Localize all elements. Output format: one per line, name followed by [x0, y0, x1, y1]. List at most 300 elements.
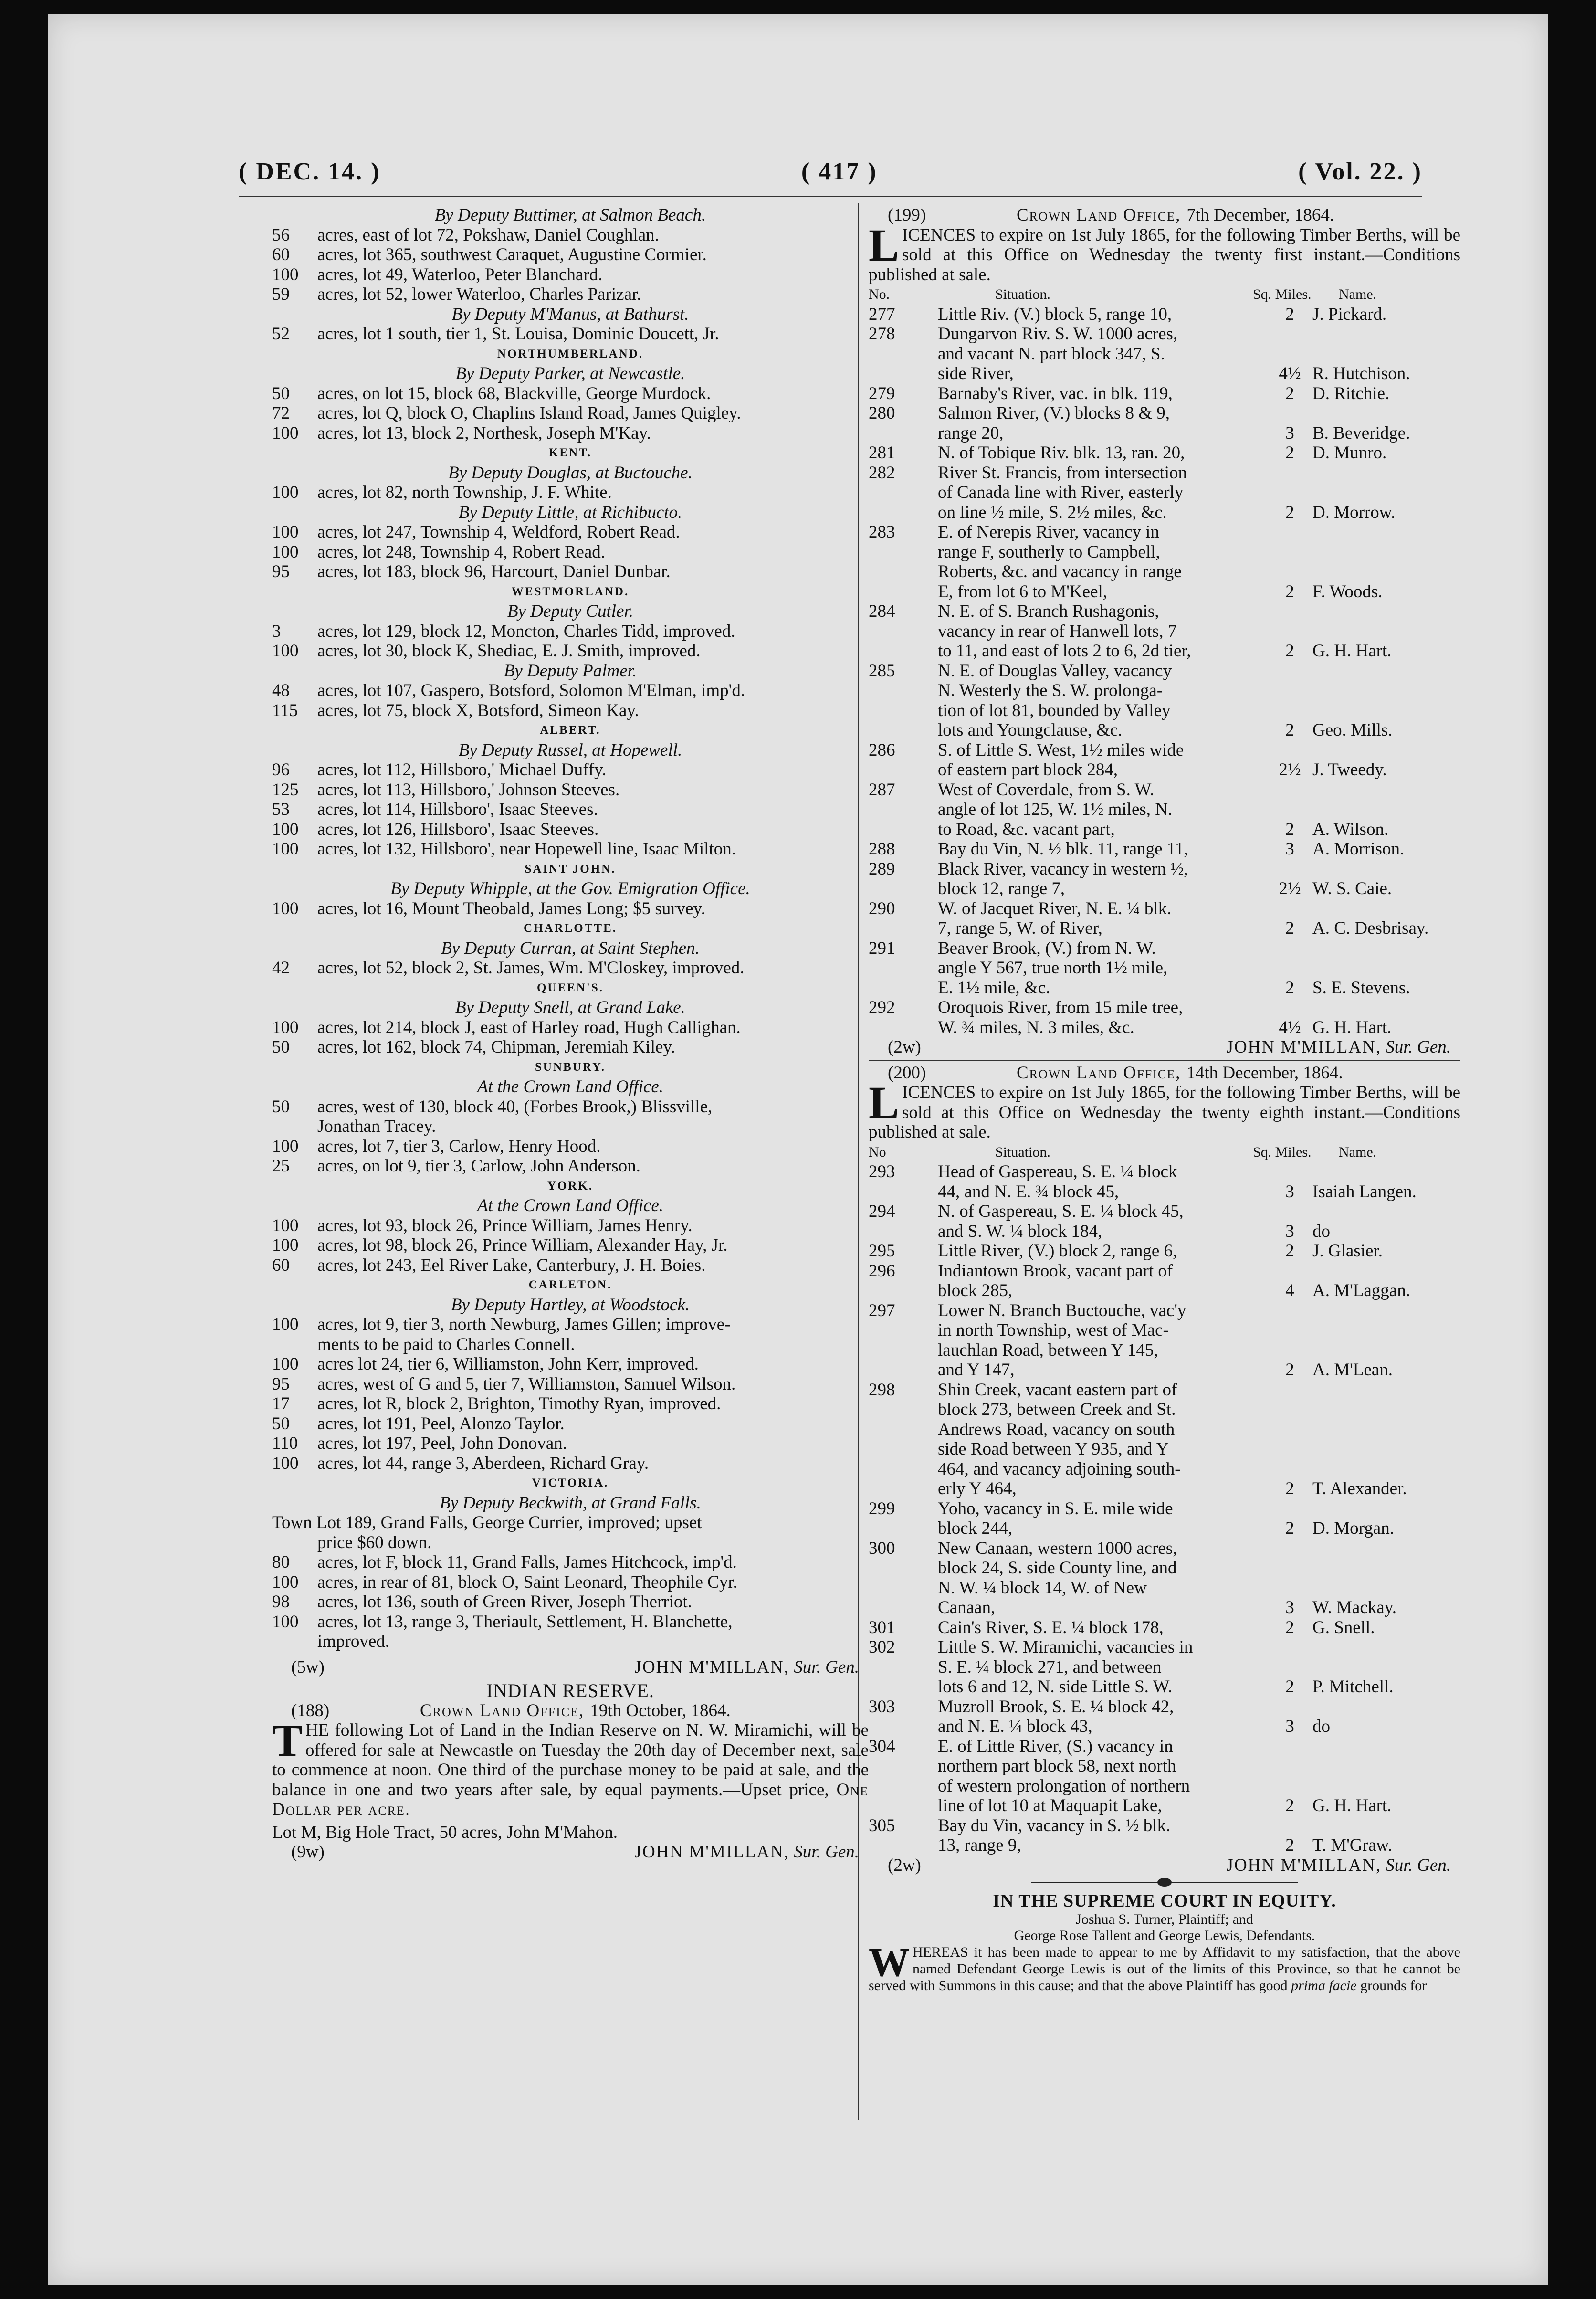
- situation-line: angle Y 567, true north 1½ mile,: [938, 958, 1168, 978]
- left-column: [272, 205, 869, 1862]
- lot-entry: [272, 760, 869, 780]
- county-heading: KENT.: [548, 446, 592, 459]
- lot-description: acres, lot 98, block 26, Prince William, Alexander Hay, Jr.: [317, 1235, 728, 1255]
- berth-situation: [924, 305, 1267, 325]
- notice-text: HE following Lot of Land in the Indian Reserve on N. W. Miramichi, will be offered for sale at Newcastle on Tuesday the 20th day of December next, sale to commence at noon. One third of the purchase money to be paid at sale, and the balance in one and two years after sale, by equal payments.—Upset price,: [272, 1720, 869, 1800]
- berth-number: 290: [869, 898, 895, 918]
- berth-row: [869, 1697, 1460, 1737]
- situation-line: vacancy in rear of Hanwell lots, 7: [938, 621, 1177, 641]
- acreage: 50: [272, 1413, 290, 1434]
- berth-number: 293: [869, 1162, 895, 1181]
- situation-line: lots and Youngclause, &c.: [938, 720, 1123, 740]
- situation-line: side River,: [938, 364, 1014, 383]
- situation-line: erly Y 464,: [938, 1479, 1017, 1498]
- licensee-name: D. Munro.: [1312, 443, 1387, 463]
- berth-row: [869, 899, 1460, 939]
- acreage: 72: [272, 403, 290, 423]
- notice-number: (188): [291, 1700, 330, 1720]
- sq-miles: 2: [1285, 383, 1294, 403]
- acreage: 100: [272, 1017, 299, 1037]
- lot-entry: [272, 1037, 869, 1057]
- licensee-name: A. M'Lean.: [1312, 1360, 1393, 1380]
- licensee-name: F. Woods.: [1312, 581, 1383, 601]
- acreage: 100: [272, 264, 299, 285]
- berth-number: 305: [869, 1815, 895, 1835]
- lot-entry: [272, 1097, 869, 1117]
- berth-number: 294: [869, 1202, 895, 1221]
- sq-miles: 3: [1285, 1598, 1294, 1617]
- sq-miles: 2: [1285, 1519, 1294, 1538]
- deputy-heading: By Deputy Beckwith, at Grand Falls.: [440, 1493, 701, 1513]
- lot-description: acres, lot 197, Peel, John Donovan.: [317, 1434, 567, 1453]
- berth-number: 289: [869, 859, 895, 879]
- court-party: George Rose Tallent and George Lewis, Defendants.: [1014, 1927, 1315, 1943]
- berth-row: [869, 384, 1460, 404]
- sq-miles: 2: [1285, 1835, 1294, 1855]
- acreage: 42: [272, 958, 290, 978]
- acreage: 100: [272, 898, 299, 918]
- berth-row: [869, 1202, 1460, 1241]
- situation-line: block 244,: [938, 1519, 1013, 1538]
- berth-situation: [924, 1697, 1267, 1737]
- lot-entry: [272, 324, 869, 344]
- licensee-name: Isaiah Langen.: [1312, 1181, 1417, 1202]
- berth-row: [869, 1241, 1460, 1261]
- berth-situation: [924, 601, 1267, 661]
- berth-situation: [924, 1618, 1267, 1638]
- situation-line: W. of Jacquet River, N. E. ¼ blk.: [938, 898, 1172, 918]
- lot-list: [272, 622, 869, 661]
- situation-line: of western prolongation of northern: [938, 1776, 1190, 1796]
- situation-line: Indiantown Brook, vacant part of: [938, 1261, 1173, 1281]
- acreage: 100: [272, 641, 299, 661]
- acreage: 52: [272, 324, 290, 344]
- berth-number: 280: [869, 403, 895, 423]
- lot-description-cont: improved.: [317, 1632, 390, 1651]
- berth-situation: [924, 998, 1267, 1037]
- sq-miles: 3: [1285, 1181, 1294, 1202]
- berth-row: [869, 601, 1460, 661]
- acreage: 100: [272, 1235, 299, 1255]
- insertion-ref: (2w): [888, 1855, 921, 1875]
- situation-line: range 20,: [938, 423, 1004, 443]
- licensee-name: G. H. Hart.: [1312, 641, 1392, 661]
- lot-entry: [272, 1434, 869, 1454]
- berth-row: [869, 1162, 1460, 1202]
- berth-number: 277: [869, 304, 895, 324]
- lot-description-cont: ments to be paid to Charles Connell.: [317, 1334, 575, 1354]
- acreage: 100: [272, 542, 299, 562]
- situation-line: Canaan,: [938, 1598, 996, 1617]
- acreage: 96: [272, 760, 290, 780]
- lot-description: acres, lot 136, south of Green River, Joseph Therriot.: [317, 1592, 692, 1612]
- berth-situation: [924, 1737, 1267, 1816]
- licensee-name: Geo. Mills.: [1312, 720, 1393, 740]
- berth-row: [869, 780, 1460, 840]
- situation-line: E. of Nerepis River, vacancy in: [938, 522, 1159, 542]
- page-number: ( 417 ): [801, 158, 878, 185]
- sq-miles: 3: [1285, 423, 1294, 443]
- notice-header: [869, 205, 1460, 225]
- lot-description: acres, lot 214, block J, east of Harley road, Hugh Callighan.: [317, 1017, 741, 1037]
- acreage: 50: [272, 1037, 290, 1057]
- situation-line: 44, and N. E. ¾ block 45,: [938, 1181, 1119, 1202]
- sq-miles: 3: [1285, 1717, 1294, 1736]
- lot-list: [272, 522, 869, 582]
- licensee-name: do: [1312, 1221, 1330, 1241]
- berth-situation: [924, 661, 1267, 740]
- situation-line: line of lot 10 at Maquapit Lake,: [938, 1796, 1162, 1815]
- licensee-name: G. Snell.: [1312, 1617, 1375, 1637]
- lot-description: acres, lot 129, block 12, Moncton, Charles Tidd, improved.: [317, 621, 735, 641]
- notice-text: ICENCES to expire on 1st July 1865, for the following Timber Berths, will be sold at this Office on Wednesday the twenty eighth instant.—Conditions published at sale.: [869, 1083, 1460, 1142]
- insertion-ref: (2w): [888, 1037, 921, 1057]
- situation-line: N. of Gaspereau, S. E. ¼ block 45,: [938, 1202, 1184, 1221]
- licensee-name: D. Morrow.: [1312, 502, 1396, 522]
- col-name: Name.: [1339, 1144, 1377, 1160]
- newspaper-page: [48, 14, 1548, 2285]
- berth-table-header: [869, 1142, 1460, 1162]
- acreage: 100: [272, 839, 299, 859]
- situation-line: S. E. ¼ block 271, and between: [938, 1657, 1162, 1677]
- berth-number: 287: [869, 780, 895, 800]
- lot-list: [272, 958, 869, 978]
- berth-row: [869, 1737, 1460, 1816]
- lot-description: acres, lot 1 south, tier 1, St. Louisa, Dominic Doucett, Jr.: [317, 324, 719, 344]
- lot-entry: [272, 522, 869, 542]
- berth-row: [869, 324, 1460, 384]
- berth-number: 284: [869, 601, 895, 621]
- situation-line: N. W. ¼ block 14, W. of New: [938, 1578, 1147, 1598]
- berth-situation: [924, 780, 1267, 840]
- licensee-name: W. S. Caie.: [1312, 879, 1392, 898]
- berth-number: 288: [869, 839, 895, 859]
- acreage: 100: [272, 1612, 299, 1632]
- drop-cap: W: [869, 1939, 910, 1985]
- berth-number: 286: [869, 740, 895, 760]
- acreage: 110: [272, 1434, 298, 1453]
- sq-miles: 2: [1285, 1617, 1294, 1637]
- berth-situation: [924, 1539, 1267, 1618]
- lot-entry: [272, 1592, 869, 1612]
- berth-situation: [924, 522, 1267, 601]
- county-heading: QUEEN'S.: [536, 981, 604, 994]
- acreage: 17: [272, 1394, 290, 1413]
- berth-number: 300: [869, 1538, 895, 1558]
- situation-line: E, from lot 6 to M'Keel,: [938, 581, 1108, 601]
- licensee-name: T. M'Graw.: [1312, 1835, 1392, 1855]
- situation-line: to Road, &c. vacant part,: [938, 819, 1115, 839]
- situation-line: N. Westerly the S. W. prolonga-: [938, 681, 1163, 700]
- situation-line: N. of Tobique Riv. blk. 13, ran. 20,: [938, 443, 1185, 463]
- acreage: 100: [272, 1215, 299, 1235]
- situation-line: Little River, (V.) block 2, range 6,: [938, 1241, 1177, 1261]
- lot-list: [272, 483, 869, 503]
- sq-miles: 2: [1285, 443, 1294, 463]
- notice-number: (199): [888, 205, 926, 225]
- sq-miles: 2: [1285, 918, 1294, 938]
- berth-number: 278: [869, 324, 895, 344]
- situation-line: N. E. of S. Branch Rushagonis,: [938, 601, 1159, 621]
- lot-entry: [272, 562, 869, 582]
- acreage: 80: [272, 1552, 290, 1572]
- acreage: 100: [272, 1354, 299, 1374]
- berth-number: 291: [869, 938, 895, 958]
- licensee-name: do: [1312, 1717, 1330, 1736]
- office-name: Crown Land Office,: [1017, 1063, 1181, 1083]
- licensee-name: A. M'Laggan.: [1312, 1281, 1410, 1300]
- lot-description: acres, lot R, block 2, Brighton, Timothy Ryan, improved.: [317, 1394, 721, 1413]
- sq-miles: 2: [1285, 720, 1294, 740]
- lot-description: acres lot 24, tier 6, Williamston, John Kerr, improved.: [317, 1354, 699, 1374]
- court-notice-text-end: grounds for: [1360, 1977, 1427, 1993]
- sq-miles: 4½: [1279, 364, 1301, 383]
- lot-entry: [272, 403, 869, 423]
- licensee-name: S. E. Stevens.: [1312, 978, 1410, 998]
- signer-name: JOHN M'MILLAN,: [1226, 1855, 1382, 1875]
- deputy-heading: At the Crown Land Office.: [477, 1196, 664, 1215]
- signer-title: Sur. Gen.: [1386, 1037, 1451, 1057]
- berth-situation: [924, 1499, 1267, 1539]
- licensee-name: A. Wilson.: [1312, 819, 1389, 839]
- sq-miles: 2: [1285, 581, 1294, 601]
- situation-line: block 12, range 7,: [938, 879, 1065, 898]
- county-heading: SUNBURY.: [535, 1060, 606, 1074]
- sq-miles: 3: [1285, 839, 1294, 859]
- licensee-name: G. H. Hart.: [1312, 1796, 1392, 1815]
- berth-number: 292: [869, 998, 895, 1017]
- deputy-heading: By Deputy Palmer.: [504, 661, 637, 681]
- deputy-heading: By Deputy M'Manus, at Bathurst.: [452, 304, 689, 324]
- lot-entry: [272, 1018, 869, 1038]
- lot-entry: [272, 780, 869, 800]
- berth-situation: [924, 740, 1267, 780]
- col-no: No.: [869, 286, 890, 302]
- sq-miles: 2: [1285, 502, 1294, 522]
- court-notice-italic: prima facie: [1291, 1977, 1357, 1993]
- lot-description: acres, lot 16, Mount Theobald, James Long; $5 survey.: [317, 898, 705, 918]
- notice-date: 19th October, 1864.: [590, 1700, 731, 1720]
- situation-line: E. of Little River, (S.) vacancy in: [938, 1736, 1173, 1756]
- berth-row: [869, 522, 1460, 601]
- col-situation: Situation.: [995, 286, 1050, 302]
- licensee-name: J. Glasier.: [1312, 1241, 1383, 1261]
- lot-description: acres, west of 130, block 40, (Forbes Brook,) Blissville,: [317, 1097, 713, 1117]
- lot-description: acres, lot 93, block 26, Prince William, James Henry.: [317, 1215, 693, 1235]
- lot-entry: [272, 1572, 869, 1592]
- berth-number: 298: [869, 1380, 895, 1400]
- county-heading: NORTHUMBERLAND.: [497, 347, 643, 360]
- situation-line: Lower N. Branch Buctouche, vac'y: [938, 1300, 1186, 1320]
- volume-number: ( Vol. 22. ): [1298, 158, 1422, 185]
- lot-entry: [272, 1354, 869, 1374]
- situation-line: Dungarvon Riv. S. W. 1000 acres,: [938, 324, 1178, 344]
- lot-list: [272, 760, 869, 859]
- acreage: 100: [272, 819, 299, 839]
- lot-entry: [272, 1235, 869, 1255]
- acreage: 50: [272, 383, 290, 403]
- lot-description: acres, lot 107, Gaspero, Botsford, Solomon M'Elman, imp'd.: [317, 681, 746, 700]
- berth-situation: [924, 1202, 1267, 1241]
- col-sq-miles: Sq. Miles.: [1253, 1144, 1312, 1160]
- sq-miles: 2: [1285, 641, 1294, 661]
- situation-line: Black River, vacancy in western ½,: [938, 859, 1188, 879]
- berth-situation: [924, 1162, 1267, 1202]
- lot-description: acres, lot 75, block X, Botsford, Simeon Kay.: [317, 700, 639, 720]
- situation-line: tion of lot 81, bounded by Valley: [938, 700, 1171, 720]
- insertion-ref: (5w): [291, 1657, 325, 1677]
- sq-miles: 4: [1285, 1281, 1294, 1300]
- sq-miles: 2½: [1279, 760, 1301, 780]
- acreage: 95: [272, 562, 290, 581]
- berth-number: 299: [869, 1498, 895, 1519]
- notice-rule: [869, 1060, 1460, 1061]
- col-situation: Situation.: [995, 1144, 1050, 1160]
- deputy-heading: By Deputy Curran, at Saint Stephen.: [441, 938, 700, 958]
- signer-title: Sur. Gen.: [1386, 1855, 1451, 1875]
- situation-line: Cain's River, S. E. ¼ block 178,: [938, 1617, 1164, 1637]
- situation-line: 13, range 9,: [938, 1835, 1021, 1855]
- lot-entry: [272, 542, 869, 562]
- situation-line: and N. E. ¼ block 43,: [938, 1717, 1092, 1736]
- lot-description: acres, on lot 15, block 68, Blackville, George Murdock.: [317, 383, 711, 403]
- lot-description: acres, lot 52, lower Waterloo, Charles Parizar.: [317, 285, 641, 304]
- insertion-ref: (9w): [291, 1842, 325, 1862]
- issue-date: ( DEC. 14. ): [239, 158, 381, 185]
- lot-list: [272, 1315, 869, 1473]
- situation-line: and Y 147,: [938, 1360, 1015, 1380]
- berth-number: 285: [869, 661, 895, 681]
- signer-name: JOHN M'MILLAN,: [634, 1657, 790, 1677]
- lot-description: acres, lot 44, range 3, Aberdeen, Richard Gray.: [317, 1453, 649, 1473]
- notice-text: ICENCES to expire on 1st July 1865, for the following Timber Berths, will be sold at this Office on Wednesday the twenty first instant.—Conditions published at sale.: [869, 225, 1460, 285]
- notice-date: 14th December, 1864.: [1186, 1063, 1343, 1083]
- berth-number: 304: [869, 1736, 895, 1756]
- berth-number: 279: [869, 383, 895, 403]
- lot-entry: [272, 245, 869, 265]
- lot-entry: [272, 265, 869, 285]
- lot-description: acres, lot 132, Hillsboro', near Hopewell line, Isaac Milton.: [317, 839, 736, 859]
- berth-table: [869, 1162, 1460, 1856]
- county-heading: CHARLOTTE.: [523, 922, 617, 935]
- situation-line: Beaver Brook, (V.) from N. W.: [938, 938, 1156, 958]
- acreage: 60: [272, 245, 290, 264]
- town-lot-entry-cont: price $60 down.: [317, 1532, 432, 1552]
- situation-line: W. ¾ miles, N. 3 miles, &c.: [938, 1017, 1134, 1037]
- lot-list: [272, 1216, 869, 1276]
- situation-line: 7, range 5, W. of River,: [938, 918, 1102, 938]
- berth-row: [869, 1618, 1460, 1638]
- notice-date: 7th December, 1864.: [1186, 205, 1334, 225]
- acreage: 59: [272, 285, 290, 304]
- deputy-heading: At the Crown Land Office.: [477, 1077, 664, 1097]
- acreage: 98: [272, 1592, 290, 1612]
- lot-description: acres, lot 248, Township 4, Robert Read.: [317, 542, 606, 562]
- lot-entry: [272, 1414, 869, 1434]
- berth-row: [869, 305, 1460, 325]
- signer-name: JOHN M'MILLAN,: [634, 1842, 790, 1862]
- berth-table-header: [869, 285, 1460, 305]
- deputy-heading: By Deputy Snell, at Grand Lake.: [455, 998, 685, 1017]
- sq-miles: 2: [1285, 978, 1294, 998]
- lot-description: acres, east of lot 72, Pokshaw, Daniel Coughlan.: [317, 225, 659, 245]
- office-name: Crown Land Office,: [420, 1700, 585, 1720]
- berth-number: 295: [869, 1241, 895, 1261]
- licensee-name: A. Morrison.: [1312, 839, 1405, 859]
- berth-row: [869, 740, 1460, 780]
- lot-entry: [272, 1156, 869, 1176]
- notice-number: (200): [888, 1063, 926, 1083]
- lot-list: [272, 1552, 869, 1652]
- lot-entry: [272, 641, 869, 661]
- signature-line: [869, 1856, 1460, 1876]
- licensee-name: D. Morgan.: [1312, 1519, 1394, 1538]
- lot-description: acres, lot 183, block 96, Harcourt, Daniel Dunbar.: [317, 562, 671, 581]
- lot-entry: [272, 483, 869, 503]
- situation-line: in north Township, west of Mac-: [938, 1320, 1169, 1340]
- lot-entry: [272, 423, 869, 443]
- sq-miles: 2: [1285, 1796, 1294, 1815]
- berth-number: 281: [869, 443, 895, 463]
- lot-list: [272, 899, 869, 919]
- berth-number: 301: [869, 1617, 895, 1637]
- berth-number: 302: [869, 1637, 895, 1657]
- county-heading: VICTORIA.: [532, 1476, 609, 1489]
- col-sq-miles: Sq. Miles.: [1253, 286, 1312, 302]
- acreage: 95: [272, 1374, 290, 1394]
- acreage: 100: [272, 522, 299, 542]
- situation-line: Barnaby's River, vac. in blk. 119,: [938, 383, 1173, 403]
- lot-description: acres, lot 49, Waterloo, Peter Blanchard.: [317, 264, 603, 285]
- berth-row: [869, 939, 1460, 998]
- lot-entry: [272, 1255, 869, 1276]
- signature-line: [272, 1842, 869, 1862]
- section-title: IN THE SUPREME COURT IN EQUITY.: [993, 1891, 1336, 1911]
- deputy-heading: By Deputy Whipple, at the Gov. Emigration Office.: [390, 879, 750, 898]
- notice-body: [869, 219, 1460, 285]
- notice-body: [869, 1077, 1460, 1142]
- lot-list: [272, 1018, 869, 1057]
- berth-row: [869, 1301, 1460, 1380]
- berth-row: [869, 1261, 1460, 1301]
- situation-line: range F, southerly to Campbell,: [938, 542, 1160, 562]
- signature-line: [869, 1037, 1460, 1057]
- situation-line: River St. Francis, from intersection: [938, 463, 1187, 483]
- court-notice-text: HEREAS it has been made to appear to me by Affidavit to my satisfaction, that the above named Defendant George Lewis is out of the limits of this Province, so that he cannot be served with Summons in this cause; and that the above Plaintiff has good: [869, 1944, 1460, 1993]
- acreage: 48: [272, 681, 290, 700]
- berth-number: 297: [869, 1300, 895, 1320]
- situation-line: Salmon River, (V.) blocks 8 & 9,: [938, 403, 1170, 423]
- licensee-name: R. Hutchison.: [1312, 364, 1410, 383]
- berth-number: 303: [869, 1697, 895, 1717]
- lot-entry: [272, 681, 869, 701]
- licensee-name: J. Pickard.: [1312, 304, 1387, 324]
- upset-price: One Dollar per acre.: [272, 1780, 869, 1819]
- drop-cap: T: [272, 1715, 303, 1766]
- lot-entry: [272, 1394, 869, 1414]
- licensee-name: B. Beveridge.: [1312, 423, 1410, 443]
- situation-line: Muzroll Brook, S. E. ¼ block 42,: [938, 1697, 1174, 1717]
- lot-entry: [272, 1552, 869, 1572]
- county-heading: ALBERT.: [540, 724, 601, 737]
- lot-description: acres, lot 191, Peel, Alonzo Taylor.: [317, 1413, 565, 1434]
- sq-miles: 2: [1285, 1241, 1294, 1261]
- drop-cap: L: [869, 1077, 900, 1128]
- ornament-rule: [1031, 1877, 1298, 1888]
- berth-row: [869, 1380, 1460, 1499]
- berth-number: 283: [869, 522, 895, 542]
- lot-description: acres, lot 113, Hillsboro,' Johnson Steeves.: [317, 780, 620, 800]
